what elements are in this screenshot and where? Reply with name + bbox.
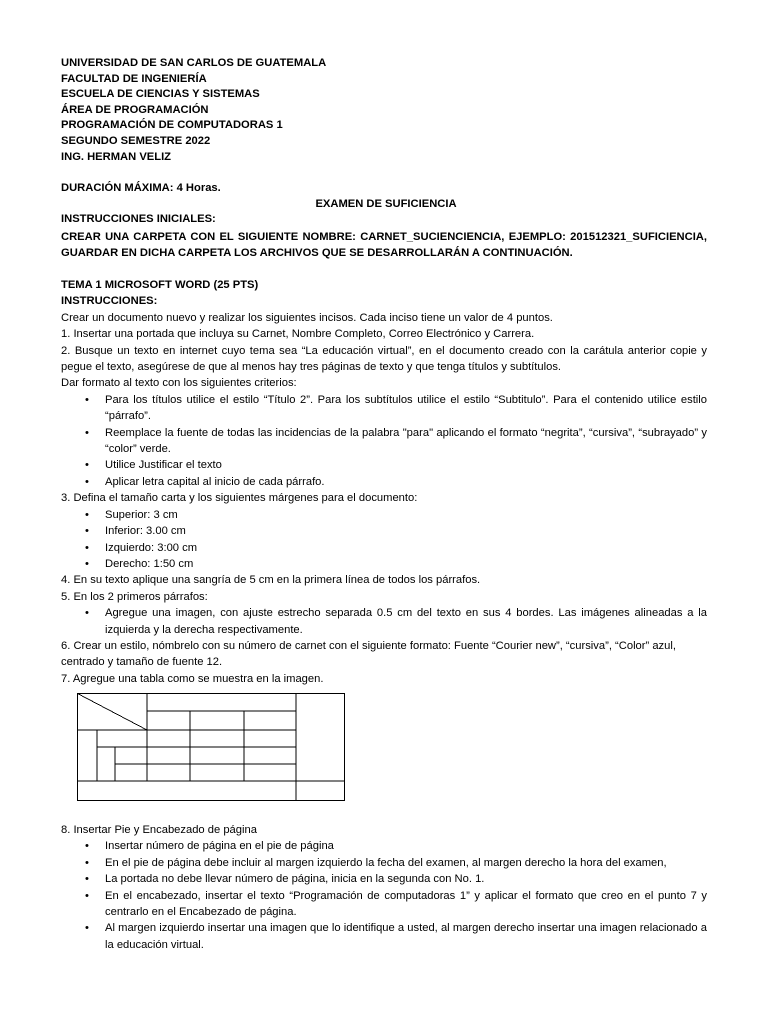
header-line: SEGUNDO SEMESTRE 2022 <box>61 134 211 147</box>
list-item: • Derecho: 1:50 cm <box>61 556 707 572</box>
item-1: 1. Insertar una portada que incluya su Carnet, Nombre Completo, Correo Electrónico y Carrera. <box>61 328 535 341</box>
list-item: • Izquierdo: 3:00 cm <box>61 540 707 556</box>
list-item: • Aplicar letra capital al inicio de cada párrafo. <box>61 474 707 490</box>
item5-bullet-list <box>61 605 707 638</box>
header-line: ÁREA DE PROGRAMACIÓN <box>61 103 209 116</box>
list-item: • Al margen izquierdo insertar una imagen que lo identifique a usted, al margen derecho insertar una imagen relacionado a la educación virtual. <box>61 920 707 953</box>
header-line: ING. HERMAN VELIZ <box>61 150 172 163</box>
item-7: 7. Agregue una tabla como se muestra en la imagen. <box>61 672 324 685</box>
item-4: 4. En su texto aplique una sangría de 5 cm en la primera línea de todos los párrafos. <box>61 574 481 587</box>
list-item: • Inferior: 3.00 cm <box>61 523 707 539</box>
document-header <box>61 56 326 165</box>
format-intro: Dar formato al texto con los siguientes criterios: <box>61 377 297 390</box>
item8-bullet-list <box>61 838 707 953</box>
format-bullet-list <box>61 392 707 490</box>
item-6: 6. Crear un estilo, nómbrelo con su número de carnet con el siguiente formato: Fuente “Courier new”, “cursiva”, “Color” azul, centrado y tamaño de fuente 12. <box>61 639 676 669</box>
list-item: • Superior: 3 cm <box>61 507 707 523</box>
header-line: FACULTAD DE INGENIERÍA <box>61 72 207 85</box>
list-item: • La portada no debe llevar número de página, inicia en la segunda con No. 1. <box>61 871 707 887</box>
duration-text: DURACIÓN MÁXIMA: 4 Horas. <box>61 182 221 194</box>
list-item: • Reemplace la fuente de todas las incidencias de la palabra "para" aplicando el formato “negrita”, “cursiva”, “subrayado” y “color” verde. <box>61 425 707 458</box>
item8-section <box>61 822 707 953</box>
list-item: • Agregue una imagen, con ajuste estrecho separada 0.5 cm del texto en sus 4 bordes. Las imágenes alineadas a la izquierda y la derecha respectivamente. <box>61 605 707 638</box>
table-diagonal-line <box>78 694 148 731</box>
list-item: • En el encabezado, insertar el texto “Programación de computadoras 1” y aplicar el formato que creo en el punto 7 y centrarlo en el Encabezado de página. <box>61 888 707 921</box>
intro-text: Crear un documento nuevo y realizar los siguientes incisos. Cada inciso tiene un valor de 4 puntos. <box>61 311 553 324</box>
item-5: 5. En los 2 primeros párrafos: <box>61 590 208 603</box>
exam-title-text: EXAMEN DE SUFICIENCIA <box>315 198 457 210</box>
initial-instructions-text: CREAR UNA CARPETA CON EL SIGUIENTE NOMBRE: CARNET_SUCIENCIENCIA, EJEMPLO: 201512321_SUFICIENCIA, GUARDAR EN DICHA CARPETA LOS ARCHIVOS QUE SE DESARROLLARÁN A CONTINUACIÓN. <box>61 231 707 259</box>
list-item: • En el pie de página debe incluir al margen izquierdo la fecha del examen, al margen derecho la hora del examen, <box>61 855 707 871</box>
topic1-title: TEMA 1 MICROSOFT WORD (25 PTS) <box>61 279 259 291</box>
list-item: • Utilice Justificar el texto <box>61 457 707 473</box>
header-line: ESCUELA DE CIENCIAS Y SISTEMAS <box>61 88 260 101</box>
header-line: PROGRAMACIÓN DE COMPUTADORAS 1 <box>61 119 283 132</box>
initial-instructions-heading: INSTRUCCIONES INICIALES: <box>61 213 216 225</box>
item-2: 2. Busque un texto en internet cuyo tema sea “La educación virtual”, en el documento creado con la carátula anterior copie y pegue el texto, asegúrese de que al menos hay tres páginas de texto y que tenga títulos y subtítulos. <box>61 344 707 374</box>
sample-table-drawing <box>77 693 345 801</box>
sample-table-image <box>77 693 345 801</box>
margins-list <box>61 507 707 573</box>
item-8: 8. Insertar Pie y Encabezado de página <box>61 824 257 836</box>
instructions-heading: INSTRUCCIONES: <box>61 295 158 308</box>
item-3: 3. Defina el tamaño carta y los siguientes márgenes para el documento: <box>61 492 418 505</box>
exam-title <box>0 198 768 210</box>
header-line: UNIVERSIDAD DE SAN CARLOS DE GUATEMALA <box>61 57 327 69</box>
list-item: • Para los títulos utilice el estilo “Título 2”. Para los subtítulos utilice el estilo “Subtitulo”. Para el contenido utilice estilo “párrafo”. <box>61 392 707 425</box>
list-item: • Insertar número de página en el pie de página <box>61 838 707 854</box>
topic1-body <box>61 277 707 687</box>
